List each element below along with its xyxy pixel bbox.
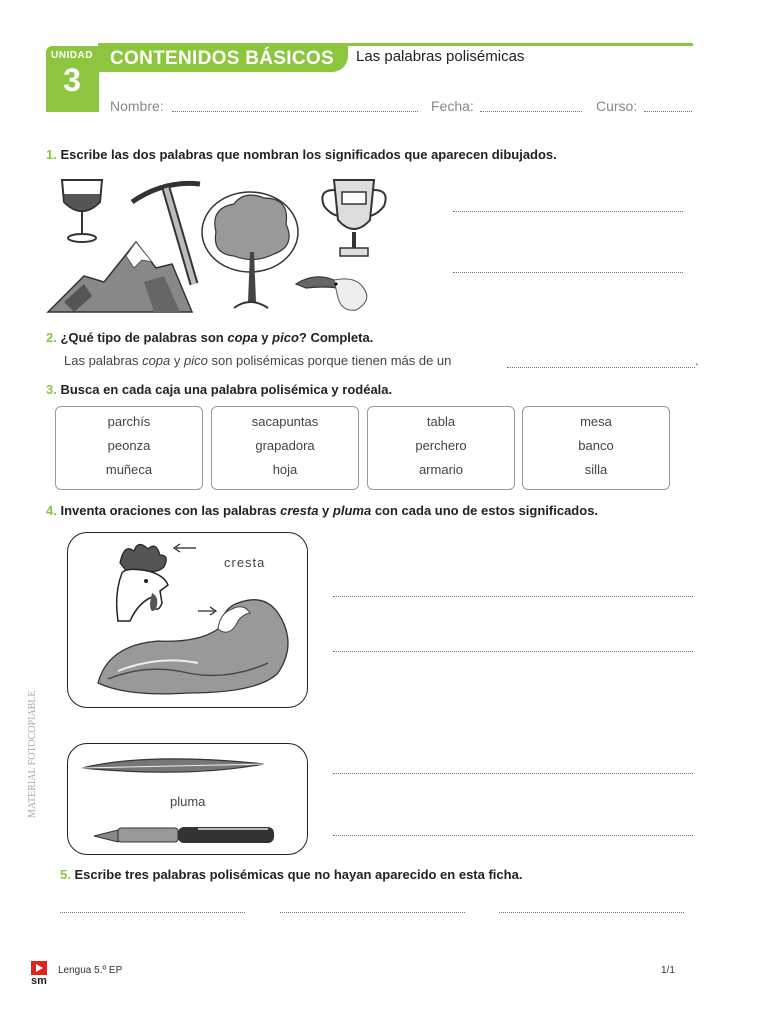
exercise-2-answer-field[interactable] bbox=[507, 367, 695, 368]
word-box-1 bbox=[55, 406, 203, 490]
exercise-4-text-c: con cada uno de estos significados. bbox=[371, 503, 599, 518]
sm-logo bbox=[31, 961, 47, 975]
exercise-4-number: 4. bbox=[46, 503, 57, 518]
pluma-label: pluma bbox=[170, 794, 206, 809]
word-mesa[interactable]: mesa bbox=[580, 414, 612, 429]
exercise-5-answer-3[interactable] bbox=[499, 912, 684, 913]
exercise-3-instruction bbox=[46, 382, 392, 397]
course-field[interactable] bbox=[644, 111, 692, 112]
pluma-picture-frame bbox=[67, 743, 308, 855]
bird-beak-icon bbox=[296, 277, 367, 310]
section-title: CONTENIDOS BÁSICOS bbox=[110, 48, 334, 69]
section-tab bbox=[98, 46, 348, 72]
exercise-2-text-b: y bbox=[257, 330, 273, 345]
exercise-4-word-pluma: pluma bbox=[332, 503, 372, 518]
unit-label: UNIDAD bbox=[51, 50, 93, 61]
word-tabla[interactable]: tabla bbox=[426, 414, 456, 429]
exercise-4-pluma-answer-1[interactable] bbox=[333, 773, 693, 774]
cresta-label: cresta bbox=[224, 555, 266, 570]
exercise-5-text: Escribe tres palabras polisémicas que no hayan aparecido en esta ficha. bbox=[74, 867, 523, 882]
sentence-word-copa: copa bbox=[142, 353, 171, 368]
mountain-peak-icon bbox=[48, 242, 192, 312]
word-grapadora[interactable]: grapadora bbox=[255, 438, 315, 453]
word-banco[interactable]: banco bbox=[578, 438, 614, 453]
photocopiable-note: MATERIAL FOTOCOPIABLE bbox=[27, 690, 38, 818]
exercise-4-pluma-answer-2[interactable] bbox=[333, 835, 693, 836]
feather-icon bbox=[82, 759, 264, 772]
word-sacapuntas[interactable]: sacapuntas bbox=[251, 414, 319, 429]
word-perchero[interactable]: perchero bbox=[415, 438, 467, 453]
tree-icon bbox=[202, 192, 298, 308]
sentence-part-3: son polisémicas porque tienen más de un bbox=[207, 353, 452, 368]
word-peonza[interactable]: peonza bbox=[107, 438, 151, 453]
date-label: Fecha: bbox=[431, 98, 474, 114]
word-armario[interactable]: armario bbox=[418, 462, 464, 477]
word-hoja[interactable]: hoja bbox=[272, 462, 298, 477]
sentence-part-1: Las palabras bbox=[64, 353, 143, 368]
word-silla[interactable]: silla bbox=[584, 462, 608, 477]
exercise-2-text-a: ¿Qué tipo de palabras son bbox=[60, 330, 228, 345]
exercise-2-text-c: ? Completa. bbox=[298, 330, 374, 345]
exercise-1-text: Escribe las dos palabras que nombran los significados que aparecen dibujados. bbox=[60, 147, 557, 162]
word-muneca[interactable]: muñeca bbox=[105, 462, 153, 477]
exercise-4-text-b: y bbox=[318, 503, 333, 518]
exercise-2-instruction bbox=[46, 330, 373, 345]
exercise-4-cresta-answer-1[interactable] bbox=[333, 596, 693, 597]
exercise-1-illustrations bbox=[44, 172, 424, 317]
name-field[interactable] bbox=[172, 111, 418, 112]
exercise-4-text-a: Inventa oraciones con las palabras bbox=[60, 503, 281, 518]
wine-glass-icon bbox=[62, 180, 102, 242]
unit-badge bbox=[46, 46, 98, 112]
exercise-2-sentence bbox=[64, 353, 451, 368]
page-number: 1/1 bbox=[661, 965, 675, 976]
sm-logo-text: sm bbox=[31, 975, 47, 987]
date-field[interactable] bbox=[480, 111, 582, 112]
exercise-2-number: 2. bbox=[46, 330, 57, 345]
exercise-1-answer-1[interactable] bbox=[453, 211, 683, 212]
play-icon bbox=[31, 961, 47, 975]
exercise-5-instruction bbox=[60, 867, 522, 882]
exercise-2-word-pico: pico bbox=[272, 330, 299, 345]
exercise-1-answer-2[interactable] bbox=[453, 272, 683, 273]
word-box-3 bbox=[367, 406, 515, 490]
exercise-5-answer-2[interactable] bbox=[280, 912, 465, 913]
cresta-picture-frame bbox=[67, 532, 308, 708]
fountain-pen-icon bbox=[94, 827, 274, 843]
cresta-illustration bbox=[68, 533, 307, 707]
exercise-4-instruction bbox=[46, 503, 598, 518]
exercise-4-word-cresta: cresta bbox=[280, 503, 319, 518]
exercise-4-cresta-answer-2[interactable] bbox=[333, 651, 693, 652]
name-label: Nombre: bbox=[110, 98, 164, 114]
course-label: Curso: bbox=[596, 98, 638, 114]
rooster-icon bbox=[117, 544, 168, 621]
sentence-word-pico: pico bbox=[184, 353, 208, 368]
exercise-5-answer-1[interactable] bbox=[60, 912, 245, 913]
worksheet-title: Las palabras polisémicas bbox=[356, 48, 525, 65]
book-title: Lengua 5.º EP bbox=[58, 965, 123, 976]
word-box-2 bbox=[211, 406, 359, 490]
exercise-3-number: 3. bbox=[46, 382, 57, 397]
word-parchis[interactable]: parchís bbox=[107, 414, 151, 429]
exercise-3-text: Busca en cada caja una palabra polisémica y rodéala. bbox=[60, 382, 393, 397]
word-box-4 bbox=[522, 406, 670, 490]
exercise-1-instruction bbox=[46, 147, 557, 162]
exercise-2-word-copa: copa bbox=[227, 330, 258, 345]
exercise-1-number: 1. bbox=[46, 147, 57, 162]
unit-number: 3 bbox=[63, 62, 81, 98]
trophy-cup-icon bbox=[322, 180, 385, 256]
sentence-part-2: y bbox=[170, 353, 184, 368]
exercise-5-number: 5. bbox=[60, 867, 71, 882]
sentence-period: . bbox=[695, 353, 699, 368]
